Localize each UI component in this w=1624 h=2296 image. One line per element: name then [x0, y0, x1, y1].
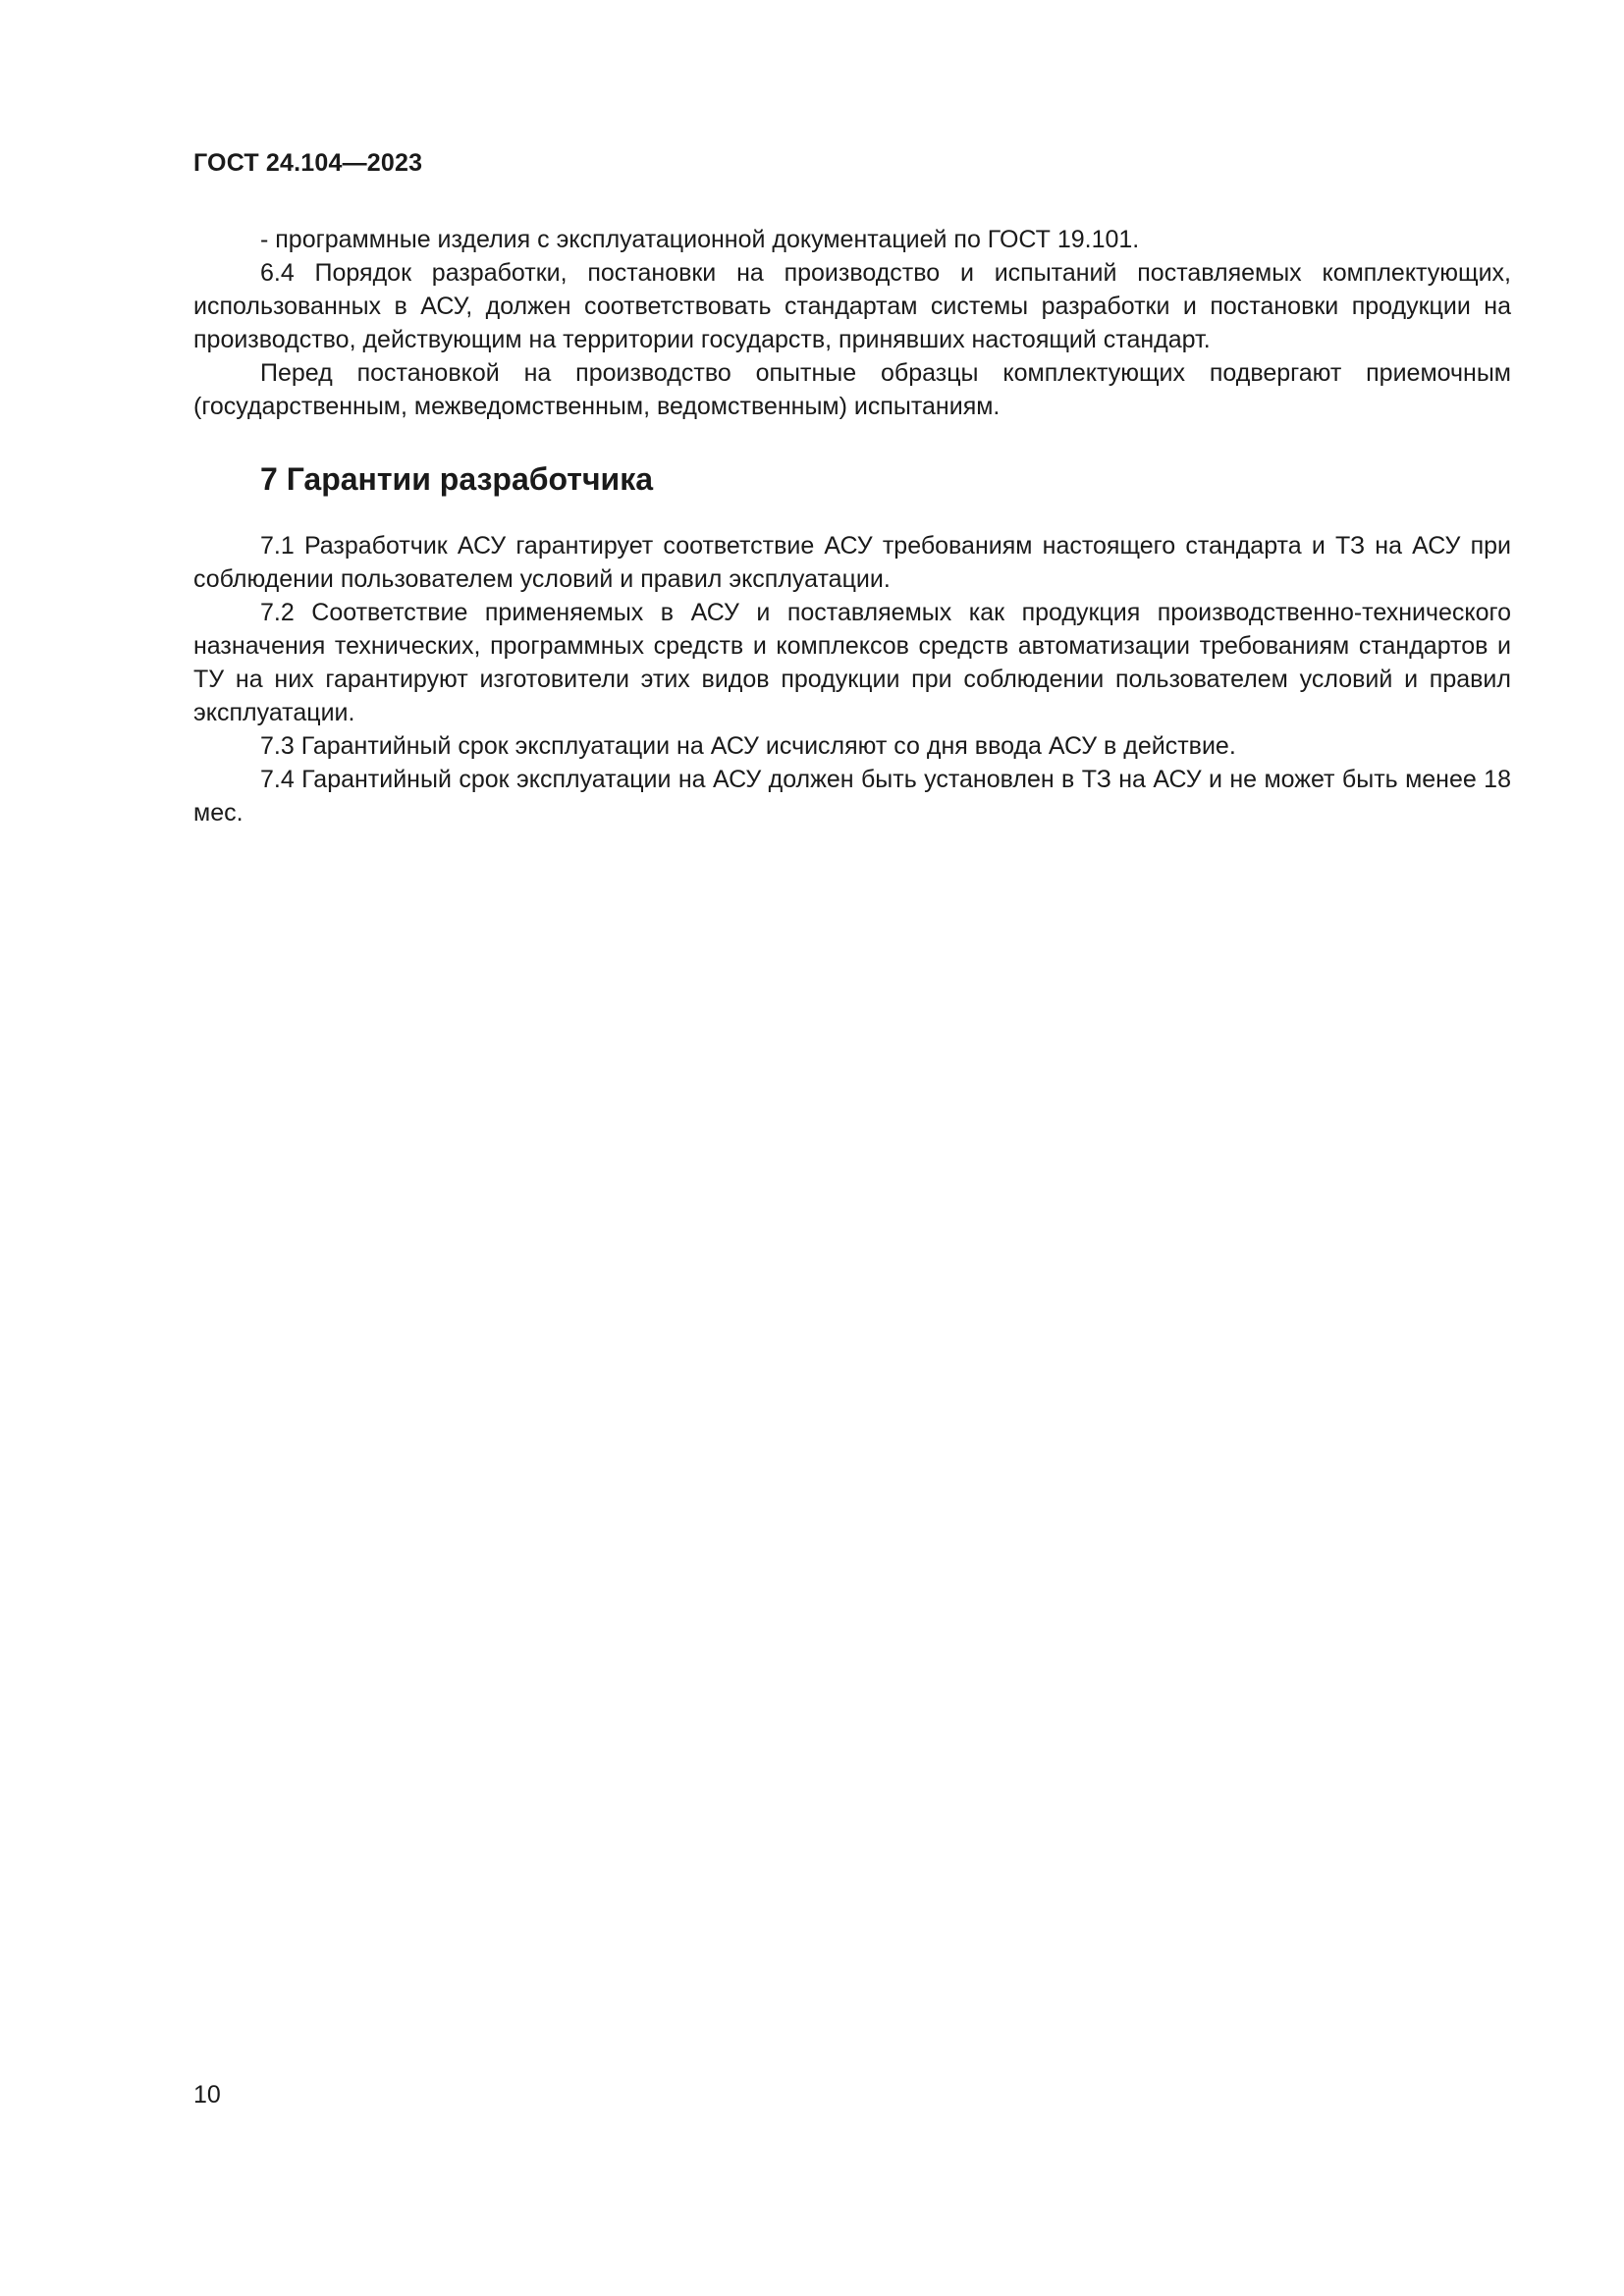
clause-7-3: 7.3 Гарантийный срок эксплуатации на АСУ исчисляют со дня ввода АСУ в действие.: [260, 732, 1236, 760]
clause-7-1: 7.1 Разработчик АСУ гарантирует соответствие АСУ требованиям настоящего стандарта и ТЗ на АСУ при соблюдении пользователем условий и правил эксплуатации.: [193, 532, 1511, 593]
page-number: 10: [193, 2081, 221, 2109]
running-header-doc-code: ГОСТ 24.104—2023: [193, 149, 423, 177]
clause-7-2: 7.2 Соответствие применяемых в АСУ и поставляемых как продукция производственно-технического назначения технических, программных средств и комплексов средств автоматизации требованиям стандартов и ТУ на них гарантируют изготовители этих видов продукции при соблюдении пользователем условий и правил эксплуатации.: [193, 599, 1511, 726]
list-item-software: - программные изделия с эксплуатационной документацией по ГОСТ 19.101.: [260, 226, 1140, 253]
clause-6-4-acceptance-tests: Перед постановкой на производство опытные образцы комплектующих подвергают приемочным (государственным, межведомственным, ведомственным) испытаниям.: [193, 359, 1511, 420]
clause-6-4: 6.4 Порядок разработки, постановки на производство и испытаний поставляемых комплектующих, использованных в АСУ, должен соответствовать стандартам системы разработки и постановки продукции на производство, действующим на территории государств, принявших настоящий стандарт.: [193, 259, 1511, 353]
clause-7-4: 7.4 Гарантийный срок эксплуатации на АСУ должен быть установлен в ТЗ на АСУ и не может быть менее 18 мес.: [193, 766, 1511, 827]
section-7-title: 7 Гарантии разработчика: [260, 461, 654, 497]
page-body: [193, 223, 1511, 829]
